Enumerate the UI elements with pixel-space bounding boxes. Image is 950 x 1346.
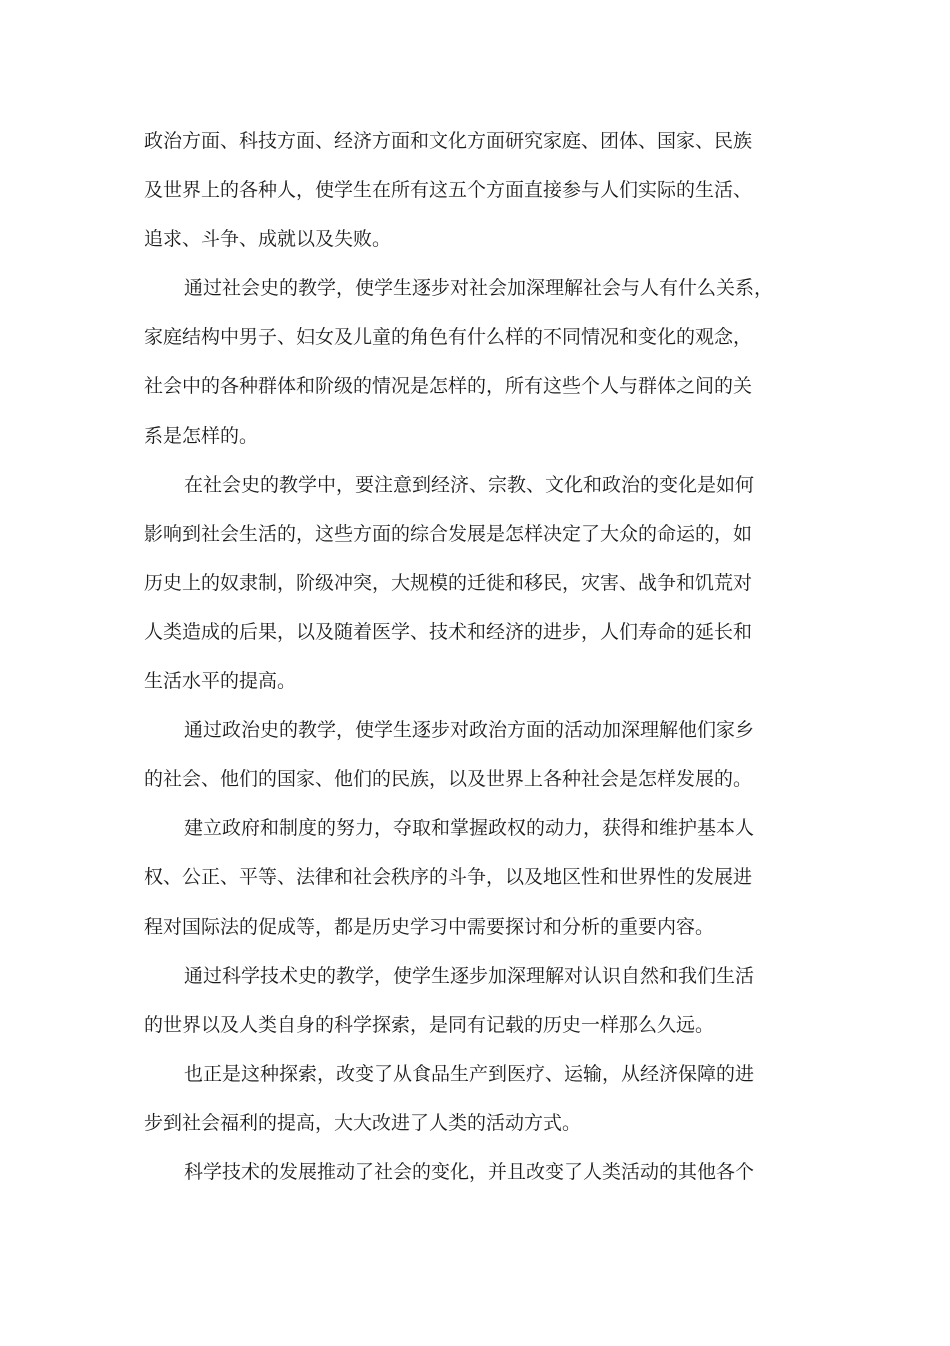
text-line: 历史上的奴隶制，阶级冲突，大规模的迁徙和移民，灾害、战争和饥荒对 — [144, 571, 753, 594]
text-line: 建立政府和制度的努力，夺取和掌握政权的动力，获得和维护基本人 — [184, 817, 755, 840]
text-line: 生活水平的提高。 — [144, 670, 297, 693]
paragraph — [144, 461, 764, 706]
text-line: 系是怎样的。 — [144, 424, 259, 447]
text-line: 通过社会史的教学，使学生逐步对社会加深理解社会与人有什么关系， — [184, 277, 774, 300]
text-line: 影响到社会生活的，这些方面的综合发展是怎样决定了大众的命运的，如 — [144, 522, 753, 545]
text-line: 的社会、他们的国家、他们的民族，以及世界上各种社会是怎样发展的。 — [144, 768, 753, 791]
text-line: 社会中的各种群体和阶级的情况是怎样的，所有这些个人与群体之间的关 — [144, 375, 753, 398]
text-line: 步到社会福利的提高，大大改进了人类的活动方式。 — [144, 1111, 582, 1134]
document-body — [144, 117, 774, 1197]
text-line: 权、公正、平等、法律和社会秩序的斗争，以及地区性和世界性的发展进 — [144, 866, 753, 889]
text-line: 的世界以及人类自身的科学探索，是同有记载的历史一样那么久远。 — [144, 1013, 715, 1036]
text-line: 程对国际法的促成等，都是历史学习中需要探讨和分析的重要内容。 — [144, 915, 715, 938]
text-line: 也正是这种探索，改变了从食品生产到医疗、运输，从经济保障的进 — [184, 1062, 755, 1085]
text-line: 通过政治史的教学，使学生逐步对政治方面的活动加深理解他们家乡 — [184, 719, 755, 742]
text-line: 人类造成的后果，以及随着医学、技术和经济的进步，人们寿命的延长和 — [144, 620, 753, 643]
text-line: 通过科学技术史的教学，使学生逐步加深理解对认识自然和我们生活 — [184, 964, 755, 987]
paragraph — [144, 706, 764, 804]
text-line: 追求、斗争、成就以及失败。 — [144, 228, 392, 251]
paragraph — [144, 264, 774, 460]
text-line: 及世界上的各种人，使学生在所有这五个方面直接参与人们实际的生活、 — [144, 179, 753, 202]
text-line: 科学技术的发展推动了社会的变化，并且改变了人类活动的其他各个 — [184, 1160, 755, 1183]
text-line: 政治方面、科技方面、经济方面和文化方面研究家庭、团体、国家、民族 — [144, 130, 753, 152]
text-line: 家庭结构中男子、妇女及儿童的角色有什么样的不同情况和变化的观念， — [144, 326, 753, 349]
paragraph — [144, 952, 764, 1050]
text-line: 在社会史的教学中，要注意到经济、宗教、文化和政治的变化是如何 — [184, 473, 755, 496]
paragraph — [144, 804, 764, 951]
paragraph — [144, 1148, 764, 1197]
paragraph — [144, 117, 764, 264]
paragraph — [144, 1050, 764, 1148]
